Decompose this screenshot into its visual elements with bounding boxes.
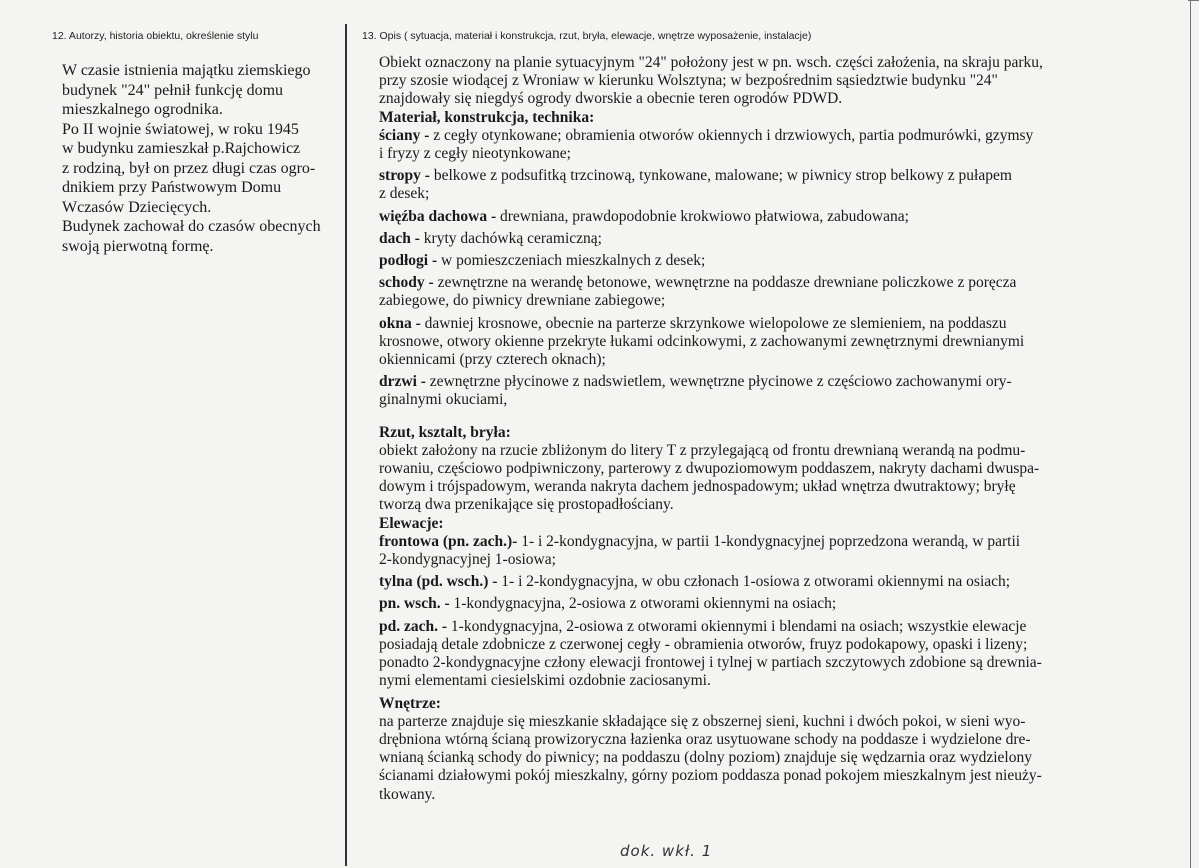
interior-line: na parterze znajduje się mieszkanie składające się z obszernej sieni, kuchni i dwóch pokoi, w sieni wyo- bbox=[379, 712, 1026, 730]
item-label: dach - bbox=[379, 229, 420, 247]
labeled-line: ponadto 2-kondygnacyjne człony elewacji frontowej i tylnej w partiach szczytowych zdobione są drewnia- bbox=[379, 654, 1042, 672]
item-label: frontowa (pn. zach.)- bbox=[379, 532, 518, 550]
section-12-header: 12. Autorzy, historia obiektu, określenie stylu bbox=[52, 30, 259, 42]
shape-line: rowaniu, częściowo podpiwniczony, parterowy z dwupoziomowym poddaszem, nakryty dachami dwuspa- bbox=[379, 460, 1040, 478]
shape-line: tworzą dwa przenikające się prostopadłościany. bbox=[379, 496, 674, 514]
history-line: Po II wojnie światowej, w roku 1945 bbox=[62, 120, 299, 138]
item-text: 1-kondygnacyjna, 2-osiowa z otworami okiennymi na osiach; bbox=[449, 595, 837, 613]
section-heading: Elewacje: bbox=[379, 514, 444, 532]
item-text: drewniana, prawdopodobnie krokwiowo płatwiowa, zabudowana; bbox=[496, 207, 909, 225]
labeled-line bbox=[379, 533, 1179, 551]
labeled-line: posiadają detale zdobnicze z czerwonej cegły - obramienia otworów, fruyz podokapowy, opaski i lizeny; bbox=[379, 635, 1028, 653]
history-line: Wczasów Dziecięcych. bbox=[62, 198, 212, 216]
shape-line: obiekt założony na rzucie zbliżonym do litery T z przylegającą od frontu drewnianą werandą na podmu- bbox=[379, 441, 1026, 459]
spacer bbox=[379, 414, 1179, 424]
history-text bbox=[62, 61, 352, 256]
intro-line: Obiekt oznaczony na planie sytuacyjnym "24" położony jest w pn. wsch. części założenia, na skraju parku, bbox=[379, 54, 1043, 71]
item-label: pd. zach. - bbox=[379, 617, 448, 635]
item-label: pn. wsch. - bbox=[379, 595, 450, 613]
item-text: z cegły otynkowane; obramienia otworów okiennych i drzwiowych, partia podmurówki, gzymsy bbox=[429, 126, 1034, 144]
labeled-line bbox=[379, 252, 1179, 270]
labeled-line: zabiegowe, do piwnicy drewniane zabiegowe; bbox=[379, 292, 666, 310]
labeled-line: i fryzy z cegły nieotynkowane; bbox=[379, 145, 571, 163]
labeled-line bbox=[379, 274, 1179, 292]
section-heading: Materiał, konstrukcja, technika: bbox=[379, 108, 595, 126]
interior-line: wnianą ścianką schody do piwnicy; na poddaszu (dolny poziom) znajduje się wędzarnia oraz wydzielony bbox=[379, 749, 1032, 767]
section-heading: Wnętrze: bbox=[379, 694, 441, 712]
labeled-line: okiennicami (przy czterech oknach); bbox=[379, 351, 606, 369]
section-13-header: 13. Opis ( sytuacja, materiał i konstrukcja, rzut, bryła, elewacje, wnętrze wyposażenie, instalacje) bbox=[362, 30, 812, 42]
item-text: w pomieszczeniach mieszkalnych z desek; bbox=[437, 252, 706, 270]
history-line: mieszkalnego ogrodnika. bbox=[62, 101, 223, 118]
labeled-line: z desek; bbox=[379, 185, 430, 203]
item-text: kryty dachówką ceramiczną; bbox=[419, 229, 602, 247]
item-text: zewnętrzne płycinowe z nadswietlem, wewnętrzne płycinowe z częściowo zachowanymi ory- bbox=[425, 373, 1012, 391]
item-text: zewnętrzne na werandę betonowe, wewnętrzne na poddasze drewniane policzkowe z poręcza bbox=[433, 274, 1017, 292]
shape-line: dowym i trójspadowym, weranda nakryta dachem jednospadowym; układ wnętrza dwutraktowy; bryłę bbox=[379, 478, 1016, 496]
interior-line: tkowany. bbox=[379, 785, 436, 803]
item-label: tylna (pd. wsch.) - bbox=[379, 573, 498, 591]
labeled-line bbox=[379, 167, 1179, 185]
item-text: belkowe z podsufitką trzcinową, tynkowane, malowane; w piwnicy strop belkowy z pułapem bbox=[429, 167, 1012, 185]
labeled-line bbox=[379, 618, 1179, 636]
intro-line: przy szosie wiodącej z Wroniaw w kierunku Wolsztyna; w bezpośrednim sąsiedztwie budynku "24" bbox=[379, 72, 998, 90]
history-line: w budynku zamieszkał p.Rajchowicz bbox=[62, 140, 301, 157]
history-line: budynek "24" pełnił funkcję domu bbox=[62, 81, 284, 99]
intro-line: znajdowały się niegdyś ogrody dworskie a obecnie teren ogrodów PDWD. bbox=[379, 90, 843, 108]
history-line: swoją pierwotną formę. bbox=[62, 237, 214, 255]
history-line: z rodziną, był on przez długi czas ogro- bbox=[62, 159, 316, 177]
history-line: W czasie istnienia majątku ziemskiego bbox=[62, 62, 311, 79]
labeled-line bbox=[379, 373, 1179, 391]
labeled-line bbox=[379, 208, 1179, 226]
item-text: 1-kondygnacyjna, 2-osiowa z otworami okiennymi i blendami na osiach; wszystkie elewacje bbox=[447, 617, 1027, 635]
item-label: stropy - bbox=[379, 167, 430, 185]
labeled-line bbox=[379, 595, 1179, 613]
item-label: drzwi - bbox=[379, 373, 426, 391]
labeled-line: 2-kondygnacyjnej 1-osiowa; bbox=[379, 551, 556, 569]
item-text: 1- i 2-kondygnacyjna, w obu członach 1-osiowa z otworami okiennymi na osiach; bbox=[497, 573, 1011, 591]
interior-line: drębniona wtórną ścianą prowizoryczna łazienka oraz usytuowane schody na poddasze i wydzielone dre- bbox=[379, 730, 1031, 748]
labeled-line: ginalnymi okuciami, bbox=[379, 391, 508, 409]
labeled-line bbox=[379, 230, 1179, 248]
interior-line: ścianami działowymi pokój mieszkalny, górny poziom poddasza ponad pokojem mieszkalnym jest nieuży- bbox=[379, 767, 1042, 785]
description-text bbox=[379, 54, 1179, 804]
history-line: dnikiem przy Państwowym Domu bbox=[62, 179, 282, 196]
labeled-line bbox=[379, 315, 1179, 333]
item-label: schody - bbox=[379, 274, 434, 292]
item-text: 1- i 2-kondygnacyjna, w partii 1-kondygnacyjnej poprzedzona werandą, w partii bbox=[517, 532, 1021, 550]
section-heading: Rzut, ksztalt, bryła: bbox=[379, 423, 511, 441]
handwritten-note: dok. wkł. 1 bbox=[620, 842, 713, 860]
history-line: Budynek zachował do czasów obecnych bbox=[62, 218, 321, 235]
labeled-line: nymi elementami ciesielskimi ozdobnie zaciosanymi. bbox=[379, 672, 711, 690]
labeled-line bbox=[379, 573, 1179, 591]
item-label: okna - bbox=[379, 314, 421, 332]
item-label: podłogi - bbox=[379, 252, 438, 270]
labeled-line bbox=[379, 127, 1179, 145]
item-label: więźba dachowa - bbox=[379, 207, 497, 225]
item-label: ściany - bbox=[379, 126, 430, 144]
labeled-line: krosnowe, otwory okienne przekryte łukami odcinkowymi, z zachowanymi zewnętrznymi drewnianymi bbox=[379, 332, 1025, 350]
page-border bbox=[1190, 0, 1191, 868]
page-corner bbox=[1188, 0, 1199, 1]
item-text: dawniej krosnowe, obecnie na parterze skrzynkowe wielopolowe ze slemieniem, na poddaszu bbox=[420, 314, 1007, 332]
